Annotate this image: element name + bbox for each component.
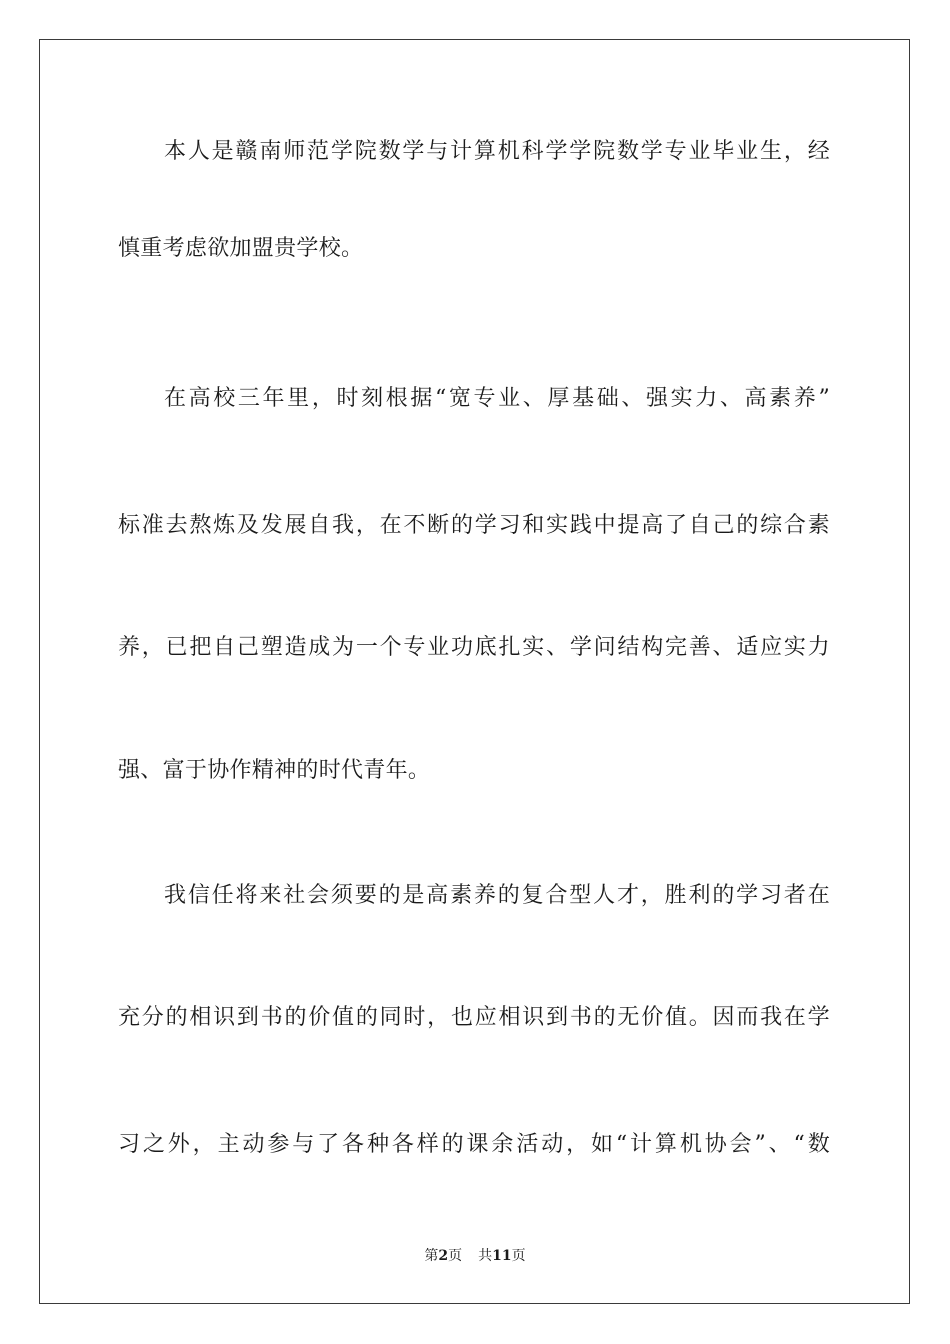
footer-page-prefix: 第 <box>424 1248 439 1264</box>
paragraph-1-line-2: 慎重考虑欲加盟贵学校。 <box>118 236 364 261</box>
paragraph-2-line-1: 在高校三年里，时刻根据“宽专业、厚基础、强实力、高素养” <box>164 386 830 411</box>
paragraph-2-line-3: 养，已把自己塑造成为一个专业功底扎实、学问结构完善、适应实力 <box>118 635 830 660</box>
page-border <box>39 39 910 1304</box>
paragraph-2-line-2: 标准去熬炼及发展自我，在不断的学习和实践中提高了自己的综合素 <box>118 513 830 538</box>
paragraph-3-line-2: 充分的相识到书的价值的同时，也应相识到书的无价值。因而我在学 <box>118 1005 830 1030</box>
footer-total-number: 11 <box>492 1248 512 1264</box>
footer-page-number: 2 <box>438 1248 449 1264</box>
paragraph-3-line-1: 我信任将来社会须要的是高素养的复合型人才，胜利的学习者在 <box>164 883 830 908</box>
paragraph-1-line-1: 本人是赣南师范学院数学与计算机科学学院数学专业毕业生，经 <box>164 139 830 164</box>
footer-page-suffix: 页 <box>448 1248 463 1264</box>
footer-total-prefix: 共 <box>478 1248 493 1264</box>
paragraph-3-line-3: 习之外，主动参与了各种各样的课余活动，如“计算机协会”、“数 <box>118 1132 830 1157</box>
footer-total-suffix: 页 <box>511 1248 526 1264</box>
paragraph-2-line-4: 强、富于协作精神的时代青年。 <box>118 758 431 783</box>
page-footer <box>0 1247 950 1265</box>
